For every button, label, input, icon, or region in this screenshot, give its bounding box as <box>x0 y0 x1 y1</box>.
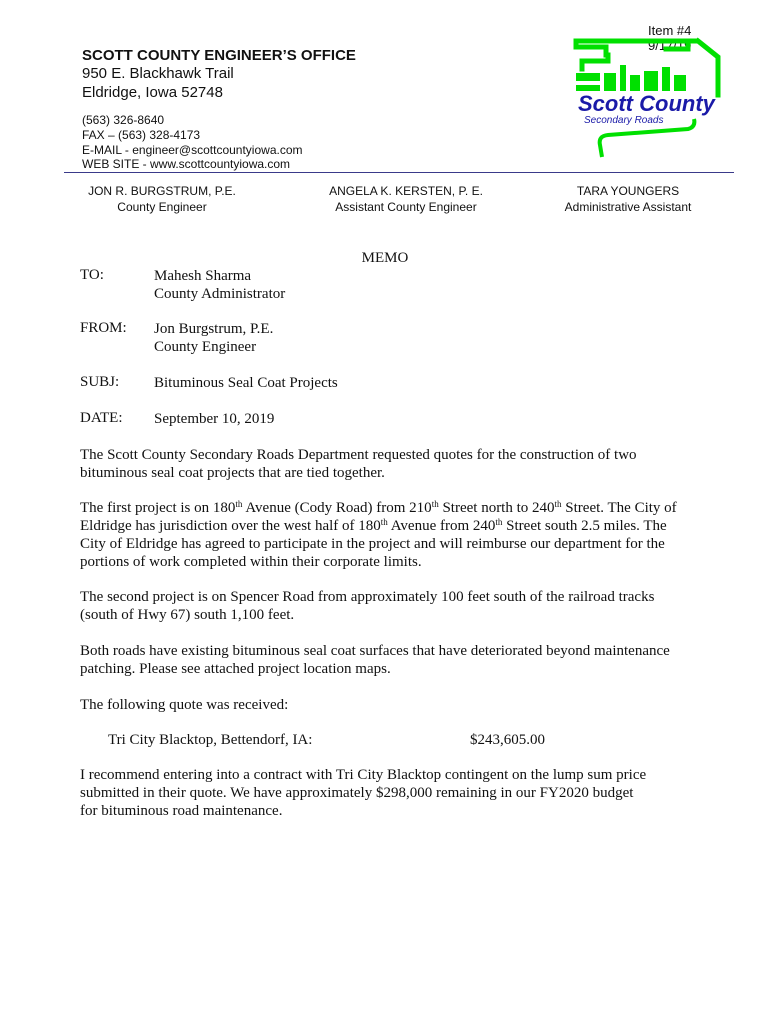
paragraph-recommendation: I recommend entering into a contract with Tri City Blacktop contingent on the lump sum price submitted in their quote. We have approximately $298,000 remaining in our FY2020 budget for bituminous road maintenance. <box>80 767 647 819</box>
scott-county-logo <box>568 35 738 163</box>
subject-value: Bituminous Seal Coat Projects <box>154 375 338 391</box>
quote-amount: $243,605.00 <box>470 732 545 748</box>
office-fax: FAX – (563) 328-4173 <box>82 128 201 142</box>
svg-text:Scott County: Scott County <box>578 91 715 116</box>
item-number: Item #4 <box>648 23 692 38</box>
from-label: FROM: <box>80 320 127 336</box>
paragraph-condition: Both roads have existing bituminous seal coat surfaces that have deteriorated beyond maintenance patching. Please see attached project location maps. <box>80 643 670 677</box>
quote-vendor: Tri City Blacktop, Bettendorf, IA: <box>108 732 313 748</box>
staff-admin-assistant <box>528 183 728 215</box>
office-website: WEB SITE - www.scottcountyiowa.com <box>82 157 291 171</box>
staff-name: TARA YOUNGERS <box>576 184 680 198</box>
letterhead-divider <box>64 172 734 173</box>
office-email: E-MAIL - engineer@scottcountyiowa.com <box>82 143 303 157</box>
date-label: DATE: <box>80 410 123 426</box>
paragraph-intro: The Scott County Secondary Roads Department requested quotes for the construction of two bituminous seal coat projects that are tied together. <box>80 447 637 481</box>
paragraph-quote-intro: The following quote was received: <box>80 697 289 713</box>
staff-title: Administrative Assistant <box>564 200 692 214</box>
svg-text:Secondary Roads: Secondary Roads <box>584 115 664 126</box>
to-name: Mahesh Sharma <box>154 268 252 284</box>
to-label: TO: <box>80 267 104 283</box>
item-date: 9/17/19 <box>648 38 692 53</box>
from-name: Jon Burgstrum, P.E. <box>154 321 274 337</box>
paragraph-first-project: The first project is on 180th Avenue (Cody Road) from 210th Street north to 240th Street. The City of Eldridge has jurisdiction over the west half of 180th Avenue from 240th Street south 2.5 miles. The City of Eldridge has agreed to participate in the project and will reimburse our department for the portions of work completed within their corporate limits. <box>80 499 677 570</box>
office-address-line1: 950 E. Blackhawk Trail <box>82 65 234 82</box>
memo-title: MEMO <box>361 250 409 266</box>
paragraph-second-project: The second project is on Spencer Road from approximately 100 feet south of the railroad tracks (south of Hwy 67) south 1,100 feet. <box>80 589 655 623</box>
staff-assistant-engineer <box>306 183 506 215</box>
to-title: County Administrator <box>154 286 286 302</box>
subject-label: SUBJ: <box>80 374 120 390</box>
from-title: County Engineer <box>154 339 257 355</box>
office-name: SCOTT COUNTY ENGINEER’S OFFICE <box>82 47 356 64</box>
office-address-line2: Eldridge, Iowa 52748 <box>82 84 223 101</box>
staff-name: ANGELA K. KERSTEN, P. E. <box>329 184 483 198</box>
office-phone: (563) 326-8640 <box>82 113 165 127</box>
date-value: September 10, 2019 <box>154 411 275 427</box>
staff-title: Assistant County Engineer <box>335 200 477 214</box>
staff-title: County Engineer <box>117 200 207 214</box>
staff-engineer <box>62 183 262 215</box>
staff-name: JON R. BURGSTRUM, P.E. <box>88 184 236 198</box>
